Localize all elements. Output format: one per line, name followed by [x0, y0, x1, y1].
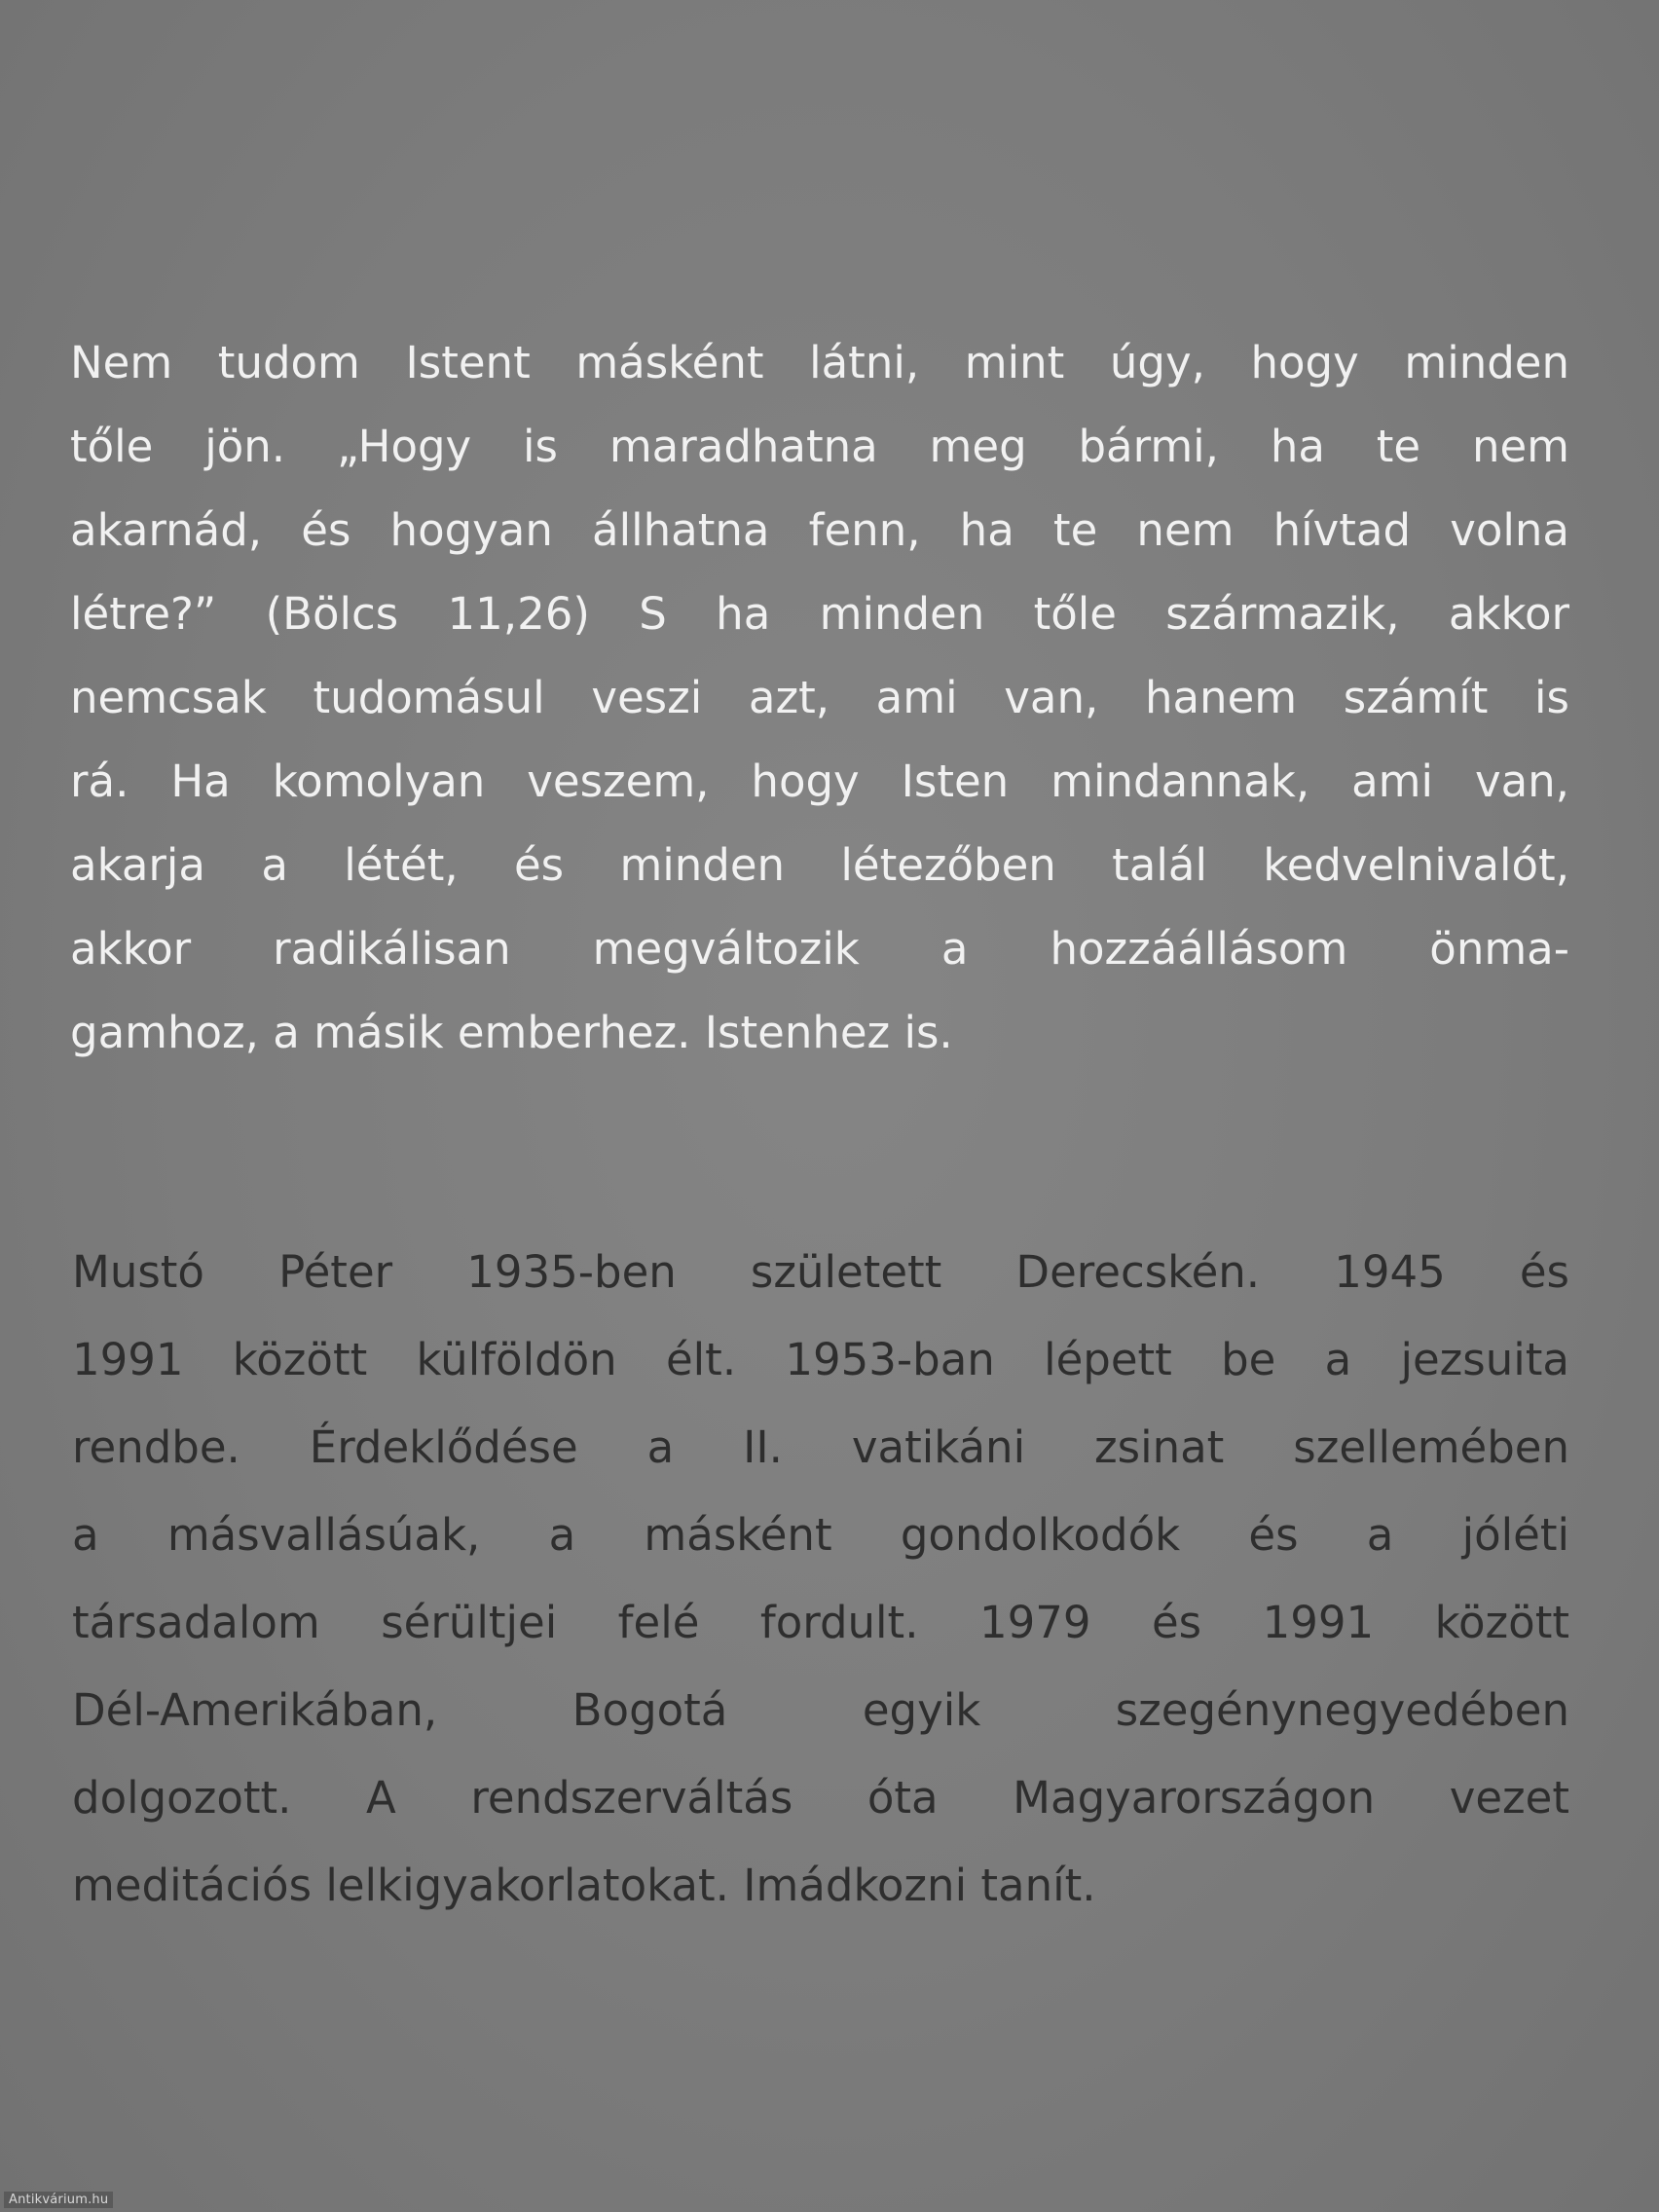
bio-line: 1991 között külföldön élt. 1953-ban lépett be a jezsuita [72, 1334, 1569, 1385]
bio-line: rendbe. Érdeklődése a II. vatikáni zsinat szellemében [72, 1421, 1569, 1473]
quote-line: létre?” (Bölcs 11,26) S ha minden tőle származik, akkor [70, 588, 1569, 640]
quote-line: gamhoz, a másik emberhez. Istenhez is. [70, 1007, 953, 1058]
quote-line: akarnád, és hogyan állhatna fenn, ha te nem hívtad volna [70, 504, 1569, 556]
bio-line: társadalom sérültjei felé fordult. 1979 és 1991 között [72, 1597, 1569, 1648]
quote-line: akkor radikálisan megváltozik a hozzáállásom önma- [70, 923, 1569, 975]
bio-line: meditációs lelkigyakorlatokat. Imádkozni tanít. [72, 1860, 1096, 1911]
quote-paragraph [70, 321, 1569, 1075]
quote-line: Nem tudom Istent másként látni, mint úgy, hogy minden [70, 337, 1569, 388]
bio-line: Dél-Amerikában, Bogotá egyik szegénynegyedében [72, 1684, 1569, 1736]
author-bio-paragraph [72, 1229, 1569, 1930]
quote-line: tőle jön. „Hogy is maradhatna meg bármi, ha te nem [70, 421, 1569, 472]
watermark: Antikvárium.hu [4, 2192, 113, 2208]
bio-line: a másvallásúak, a másként gondolkodók és a jóléti [72, 1509, 1569, 1561]
bio-line: Mustó Péter 1935-ben született Derecskén. 1945 és [72, 1246, 1569, 1298]
quote-line: akarja a létét, és minden létezőben talál kedvelnivalót, [70, 839, 1569, 891]
quote-line: nemcsak tudomásul veszi azt, ami van, hanem számít is [70, 672, 1569, 723]
bio-line: dolgozott. A rendszerváltás óta Magyarországon vezet [72, 1772, 1569, 1824]
quote-line: rá. Ha komolyan veszem, hogy Isten mindannak, ami van, [70, 756, 1569, 807]
